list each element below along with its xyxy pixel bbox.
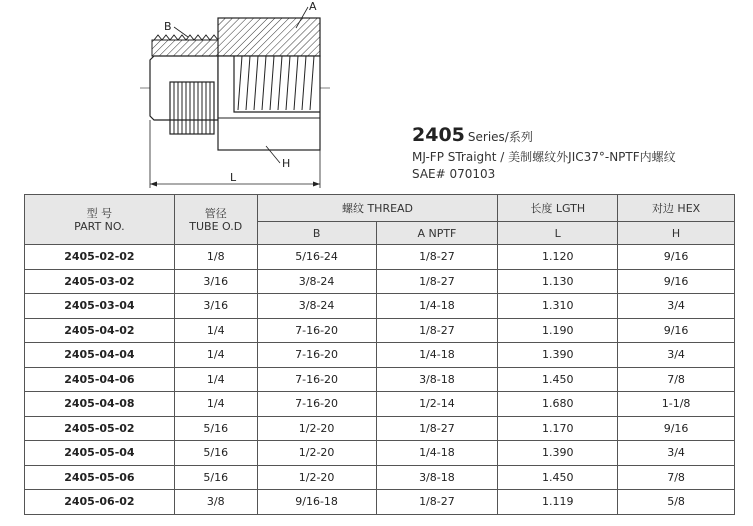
cell-h: 7/8 — [618, 367, 735, 392]
header-tube-od — [174, 195, 257, 245]
cell-l: 1.119 — [498, 490, 618, 515]
cell-l: 1.680 — [498, 392, 618, 417]
cell-part: 2405-04-08 — [25, 392, 175, 417]
cell-tube: 1/4 — [174, 392, 257, 417]
cell-tube: 5/16 — [174, 465, 257, 490]
cell-l: 1.310 — [498, 294, 618, 319]
label-b: B — [164, 20, 172, 33]
cell-tube: 1/4 — [174, 318, 257, 343]
male-end-outline — [150, 56, 218, 120]
header-b: B — [257, 222, 376, 245]
cell-l: 1.170 — [498, 416, 618, 441]
cell-a: 1/8-27 — [376, 245, 498, 270]
series-word: Series/系列 — [467, 130, 533, 144]
table-row — [25, 269, 735, 294]
cell-h: 9/16 — [618, 416, 735, 441]
product-description: MJ-FP STraight / 美制螺纹外JIC37°-NPTF内螺纹 — [412, 150, 676, 164]
header-part-cn: 型 号 — [86, 206, 113, 220]
cell-b: 9/16-18 — [257, 490, 376, 515]
cell-tube: 1/4 — [174, 343, 257, 368]
cell-l: 1.450 — [498, 367, 618, 392]
table-row — [25, 490, 735, 515]
cell-tube: 5/16 — [174, 441, 257, 466]
cell-tube: 3/8 — [174, 490, 257, 515]
label-a: A — [309, 0, 317, 13]
header-part-en: PART NO. — [74, 219, 125, 233]
header-anptf: A NPTF — [376, 222, 498, 245]
cell-part: 2405-04-02 — [25, 318, 175, 343]
cell-part: 2405-03-02 — [25, 269, 175, 294]
table-row — [25, 392, 735, 417]
series-title — [412, 124, 676, 146]
cell-part: 2405-05-02 — [25, 416, 175, 441]
table-row — [25, 465, 735, 490]
cell-a: 1/4-18 — [376, 441, 498, 466]
cell-b: 7-16-20 — [257, 318, 376, 343]
cell-tube: 1/4 — [174, 367, 257, 392]
cell-b: 1/2-20 — [257, 465, 376, 490]
table-row — [25, 343, 735, 368]
header-thread: 螺纹 THREAD — [257, 195, 498, 222]
cell-l: 1.390 — [498, 343, 618, 368]
cell-part: 2405-05-06 — [25, 465, 175, 490]
cell-h: 3/4 — [618, 294, 735, 319]
cell-a: 1/4-18 — [376, 294, 498, 319]
cell-l: 1.450 — [498, 465, 618, 490]
fitting-drawing — [130, 0, 345, 192]
sae-number: SAE# 070103 — [412, 167, 496, 181]
spec-table — [24, 194, 735, 515]
cell-tube: 1/8 — [174, 245, 257, 270]
cell-h: 3/4 — [618, 343, 735, 368]
table-row — [25, 416, 735, 441]
cell-b: 5/16-24 — [257, 245, 376, 270]
cell-h: 7/8 — [618, 465, 735, 490]
header-hex: 对边 HEX — [618, 195, 735, 222]
cell-h: 5/8 — [618, 490, 735, 515]
cell-b: 3/8-24 — [257, 294, 376, 319]
header-length: 长度 LGTH — [498, 195, 618, 222]
cell-part: 2405-04-06 — [25, 367, 175, 392]
header-part-no — [25, 195, 175, 245]
dim-arrow-right — [313, 182, 320, 187]
label-l: L — [230, 171, 237, 184]
header-l: L — [498, 222, 618, 245]
cell-part: 2405-06-02 — [25, 490, 175, 515]
cell-b: 7-16-20 — [257, 367, 376, 392]
header-h: H — [618, 222, 735, 245]
table-row — [25, 294, 735, 319]
cell-a: 1/2-14 — [376, 392, 498, 417]
header-tube-cn: 管径 — [204, 206, 227, 220]
cell-part: 2405-02-02 — [25, 245, 175, 270]
cell-l: 1.120 — [498, 245, 618, 270]
hex-body-section — [218, 18, 320, 56]
dim-arrow-left — [150, 182, 157, 187]
cell-h: 9/16 — [618, 318, 735, 343]
cell-a: 1/4-18 — [376, 343, 498, 368]
cell-b: 1/2-20 — [257, 441, 376, 466]
cell-part: 2405-05-04 — [25, 441, 175, 466]
cell-b: 1/2-20 — [257, 416, 376, 441]
cell-tube: 5/16 — [174, 416, 257, 441]
cell-b: 7-16-20 — [257, 392, 376, 417]
cell-l: 1.130 — [498, 269, 618, 294]
male-end-section — [152, 40, 218, 56]
title-block — [412, 124, 676, 181]
cell-h: 9/16 — [618, 245, 735, 270]
cell-a: 3/8-18 — [376, 367, 498, 392]
label-h: H — [282, 157, 291, 170]
cell-a: 1/8-27 — [376, 269, 498, 294]
cell-tube: 3/16 — [174, 294, 257, 319]
series-number: 2405 — [412, 124, 465, 146]
cell-h: 3/4 — [618, 441, 735, 466]
cell-a: 3/8-18 — [376, 465, 498, 490]
cell-h: 1-1/8 — [618, 392, 735, 417]
cell-part: 2405-03-04 — [25, 294, 175, 319]
cell-b: 3/8-24 — [257, 269, 376, 294]
table-row — [25, 318, 735, 343]
cell-a: 1/8-27 — [376, 490, 498, 515]
cell-a: 1/8-27 — [376, 318, 498, 343]
cell-a: 1/8-27 — [376, 416, 498, 441]
table-row — [25, 367, 735, 392]
cell-l: 1.390 — [498, 441, 618, 466]
cell-h: 9/16 — [618, 269, 735, 294]
cell-b: 7-16-20 — [257, 343, 376, 368]
table-row — [25, 245, 735, 270]
cell-part: 2405-04-04 — [25, 343, 175, 368]
header-tube-en: TUBE O.D — [189, 219, 243, 233]
cell-l: 1.190 — [498, 318, 618, 343]
cell-tube: 3/16 — [174, 269, 257, 294]
table-row — [25, 441, 735, 466]
